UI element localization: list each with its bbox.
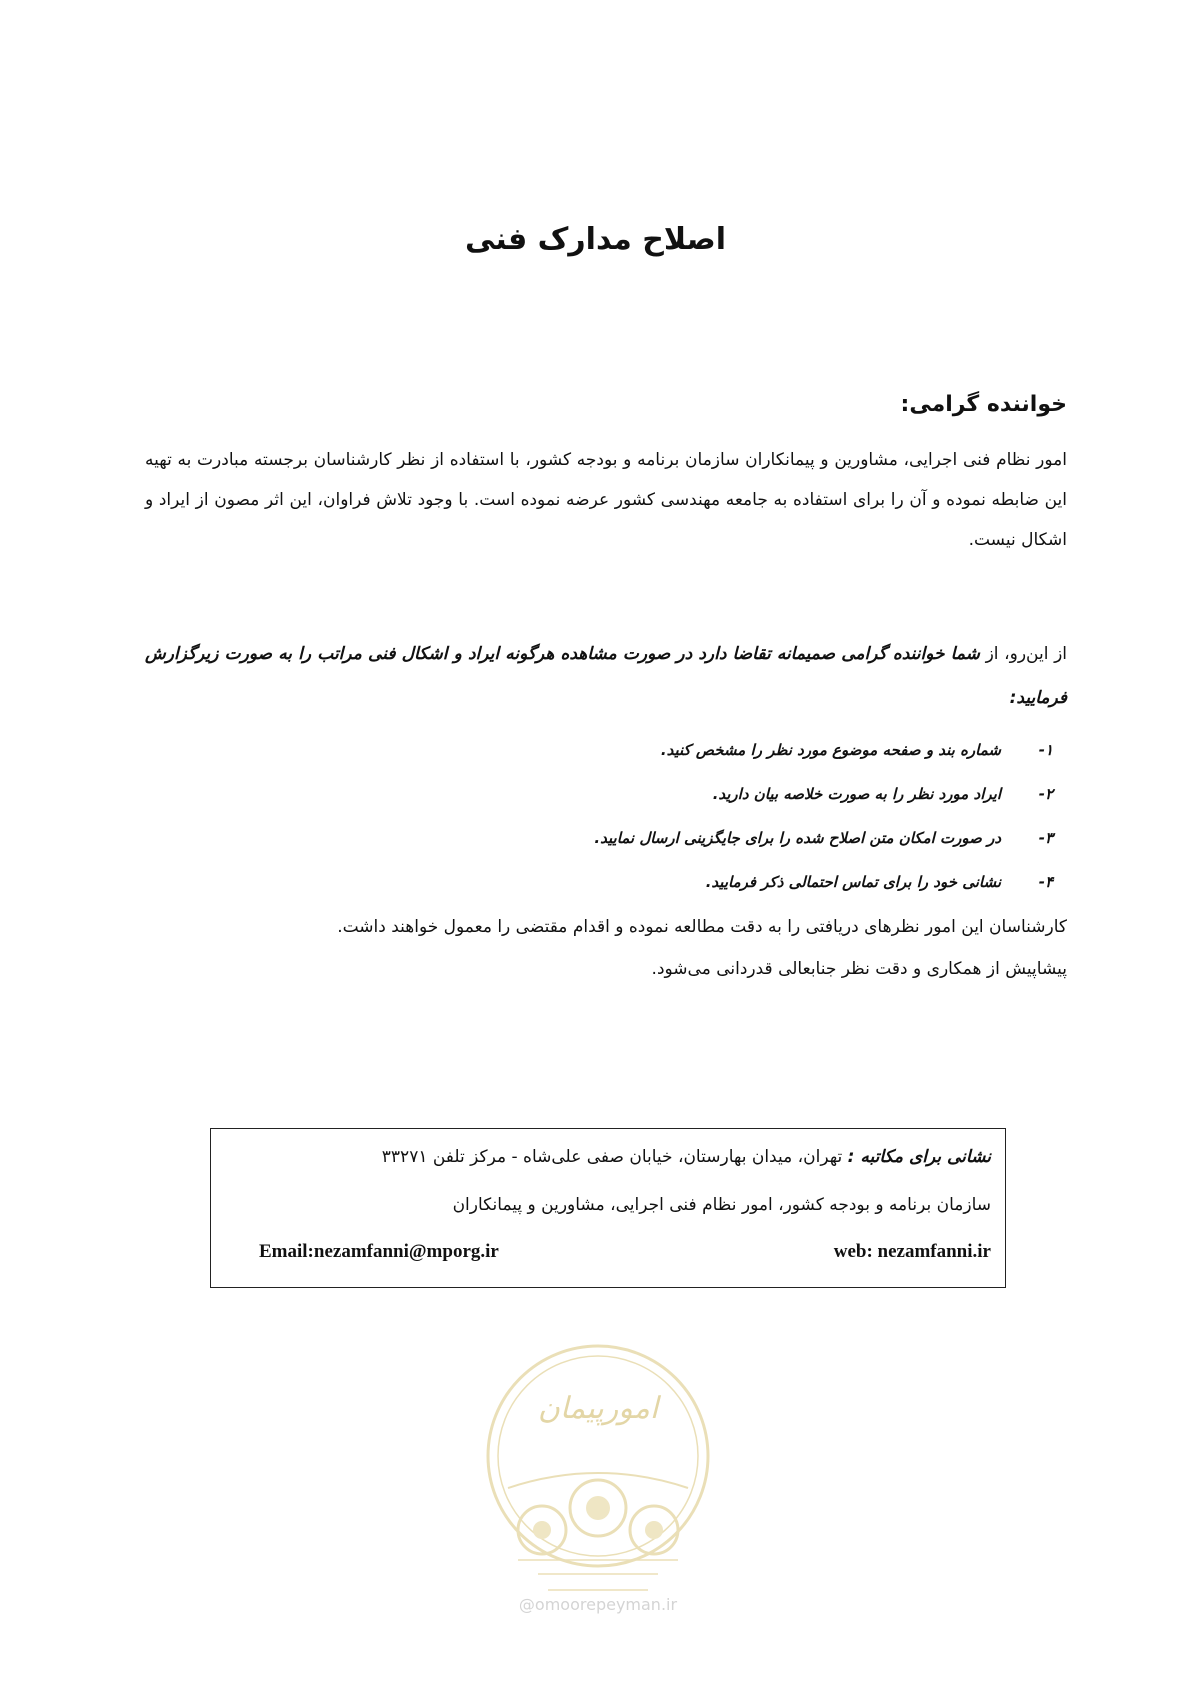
watermark-site-text: @omoorepeyman.ir <box>518 1595 678 1614</box>
closing-line: کارشناسان این امور نظرهای دریافتی را به دقت مطالعه نموده و اقدام مقتضی را معمول خواهند داشت. <box>337 917 1067 937</box>
request-emphasis: شما خواننده گرامی صمیمانه تقاضا دارد در صورت مشاهده هرگونه ایراد و اشکال فنی مراتب را به صورت زیرگزارش فرمایید: <box>145 644 1067 708</box>
list-item <box>145 816 1053 860</box>
list-item-number: ۴- <box>1038 873 1053 891</box>
list-item-text: نشانی خود را برای تماس احتمالی ذکر فرمایید. <box>705 873 1001 891</box>
list-item-text: در صورت امکان متن اصلاح شده را برای جایگزینی ارسال نمایید. <box>594 829 1001 847</box>
watermark-logo <box>478 1338 718 1618</box>
list-item <box>145 772 1053 816</box>
page-title: اصلاح مدارک فنی <box>465 222 726 257</box>
list-item-text: شماره بند و صفحه موضوع مورد نظر را مشخص کنید. <box>660 741 1001 759</box>
contact-box <box>210 1128 1006 1288</box>
list-item-number: ۲- <box>1038 785 1053 803</box>
greeting-heading: خواننده گرامی: <box>900 392 1067 417</box>
contact-email-link[interactable]: Email:nezamfanni@mporg.ir <box>259 1241 499 1262</box>
list-item <box>145 728 1053 772</box>
closing-paragraph <box>145 906 1067 990</box>
watermark-logo-text: امورپیمان <box>537 1391 659 1426</box>
watermark-seal-icon <box>478 1338 718 1618</box>
request-paragraph <box>145 632 1067 720</box>
contact-label: نشانی برای مکاتبه : <box>847 1147 991 1167</box>
list-item-number: ۳- <box>1038 829 1053 847</box>
list-item <box>145 860 1053 904</box>
contact-website-link[interactable]: web: nezamfanni.ir <box>833 1241 991 1262</box>
contact-address-line <box>382 1147 991 1167</box>
contact-organization: سازمان برنامه و بودجه کشور، امور نظام فنی اجرایی، مشاورین و پیمانکاران <box>452 1195 991 1215</box>
list-item-number: ۱- <box>1038 741 1053 759</box>
instructions-list <box>145 728 1053 904</box>
request-prefix: از این‌رو، از <box>985 644 1068 664</box>
closing-line: پیشاپیش از همکاری و دقت نظر جنابعالی قدردانی می‌شود. <box>651 959 1067 979</box>
contact-address: تهران، میدان بهارستان، خیابان صفی علی‌شاه - مرکز تلفن ۳۳۲۷۱ <box>381 1147 843 1167</box>
list-item-text: ایراد مورد نظر را به صورت خلاصه بیان دارید. <box>712 785 1001 803</box>
intro-paragraph: امور نظام فنی اجرایی، مشاورین و پیمانکاران سازمان برنامه و بودجه کشور، با استفاده از نظر کارشناسان برجسته مبادرت به تهیه این ضابطه نموده و آن را برای استفاده به جامعه مهندسی کشور عرضه نموده است. با وجود تلاش فراوان، این اثر مصون از ایراد و اشکال نیست. <box>145 450 1067 550</box>
